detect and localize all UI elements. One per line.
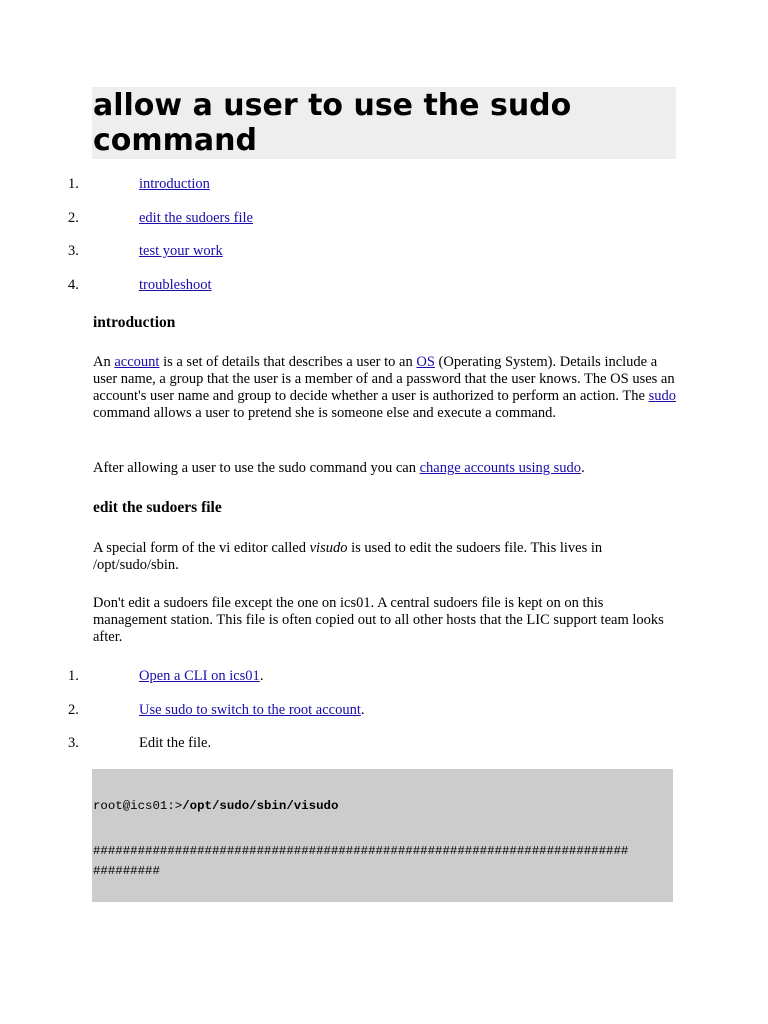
toc-number: 4. (68, 277, 79, 293)
section-heading-introduction: introduction (93, 314, 176, 331)
change-accounts-link[interactable]: change accounts using sudo (419, 460, 582, 476)
code-command-line (93, 798, 338, 815)
toc-item (0, 176, 700, 194)
step-number: 2. (68, 702, 79, 718)
text: . (581, 460, 585, 476)
step-number: 3. (68, 735, 79, 751)
code-block (92, 769, 673, 902)
account-link[interactable]: account (114, 354, 160, 370)
shell-prompt: root@ics01:> (93, 799, 183, 813)
section-heading-edit-sudoers: edit the sudoers file (93, 499, 222, 516)
code-hash-line: ######################################################################## (93, 844, 629, 858)
os-link[interactable]: OS (416, 354, 435, 370)
toc-link-troubleshoot[interactable]: troubleshoot (139, 277, 212, 293)
toc-item (0, 243, 700, 261)
text: A special form of the vi editor called (93, 540, 310, 556)
text: (Operating System). Details include a user name, a group that the user is a member of and a password that the user knows. The OS uses an account's user name and group to decide whether a user is authorized to perform an action. The (93, 354, 675, 404)
toc-number: 2. (68, 210, 79, 226)
step-text: Edit the file. (139, 735, 212, 751)
step-item (0, 735, 700, 753)
switch-root-link[interactable]: Use sudo to switch to the root account (139, 702, 361, 718)
edit-paragraph-1 (93, 540, 678, 574)
intro-paragraph-2 (93, 460, 678, 477)
page-title: allow a user to use the sudo command (93, 88, 572, 158)
toc-number: 3. (68, 243, 79, 259)
visudo-emphasis: visudo (309, 540, 348, 556)
toc-link-introduction[interactable]: introduction (139, 176, 210, 192)
text: After allowing a user to use the sudo command you can (93, 460, 420, 476)
toc-link-test-your-work[interactable]: test your work (139, 243, 223, 259)
step-text (139, 702, 365, 719)
step-text (139, 668, 263, 685)
text: An (93, 354, 115, 370)
toc-number: 1. (68, 176, 79, 192)
text: is a set of details that describes a user to an (159, 354, 417, 370)
edit-paragraph-2: Don't edit a sudoers file except the one on ics01. A central sudoers file is kept on on this management station. This file is often copied out to all other hosts that the LIC support team looks after. (93, 595, 664, 645)
step-item (0, 702, 700, 720)
toc-item (0, 277, 700, 295)
text: command allows a user to pretend she is someone else and execute a command. (93, 405, 557, 421)
intro-paragraph (93, 354, 678, 422)
sudo-link[interactable]: sudo (648, 388, 676, 404)
toc-item (0, 210, 700, 228)
text: . (259, 668, 264, 684)
code-hash-line: ######### (93, 864, 160, 878)
text: . (360, 702, 365, 718)
open-cli-link[interactable]: Open a CLI on ics01 (139, 668, 260, 684)
text: is used to edit the sudoers file. This lives in /opt/sudo/sbin. (93, 540, 603, 573)
toc-link-edit-sudoers[interactable]: edit the sudoers file (139, 210, 253, 226)
step-item (0, 668, 700, 686)
shell-command: /opt/sudo/sbin/visudo (182, 799, 339, 813)
step-number: 1. (68, 668, 79, 684)
